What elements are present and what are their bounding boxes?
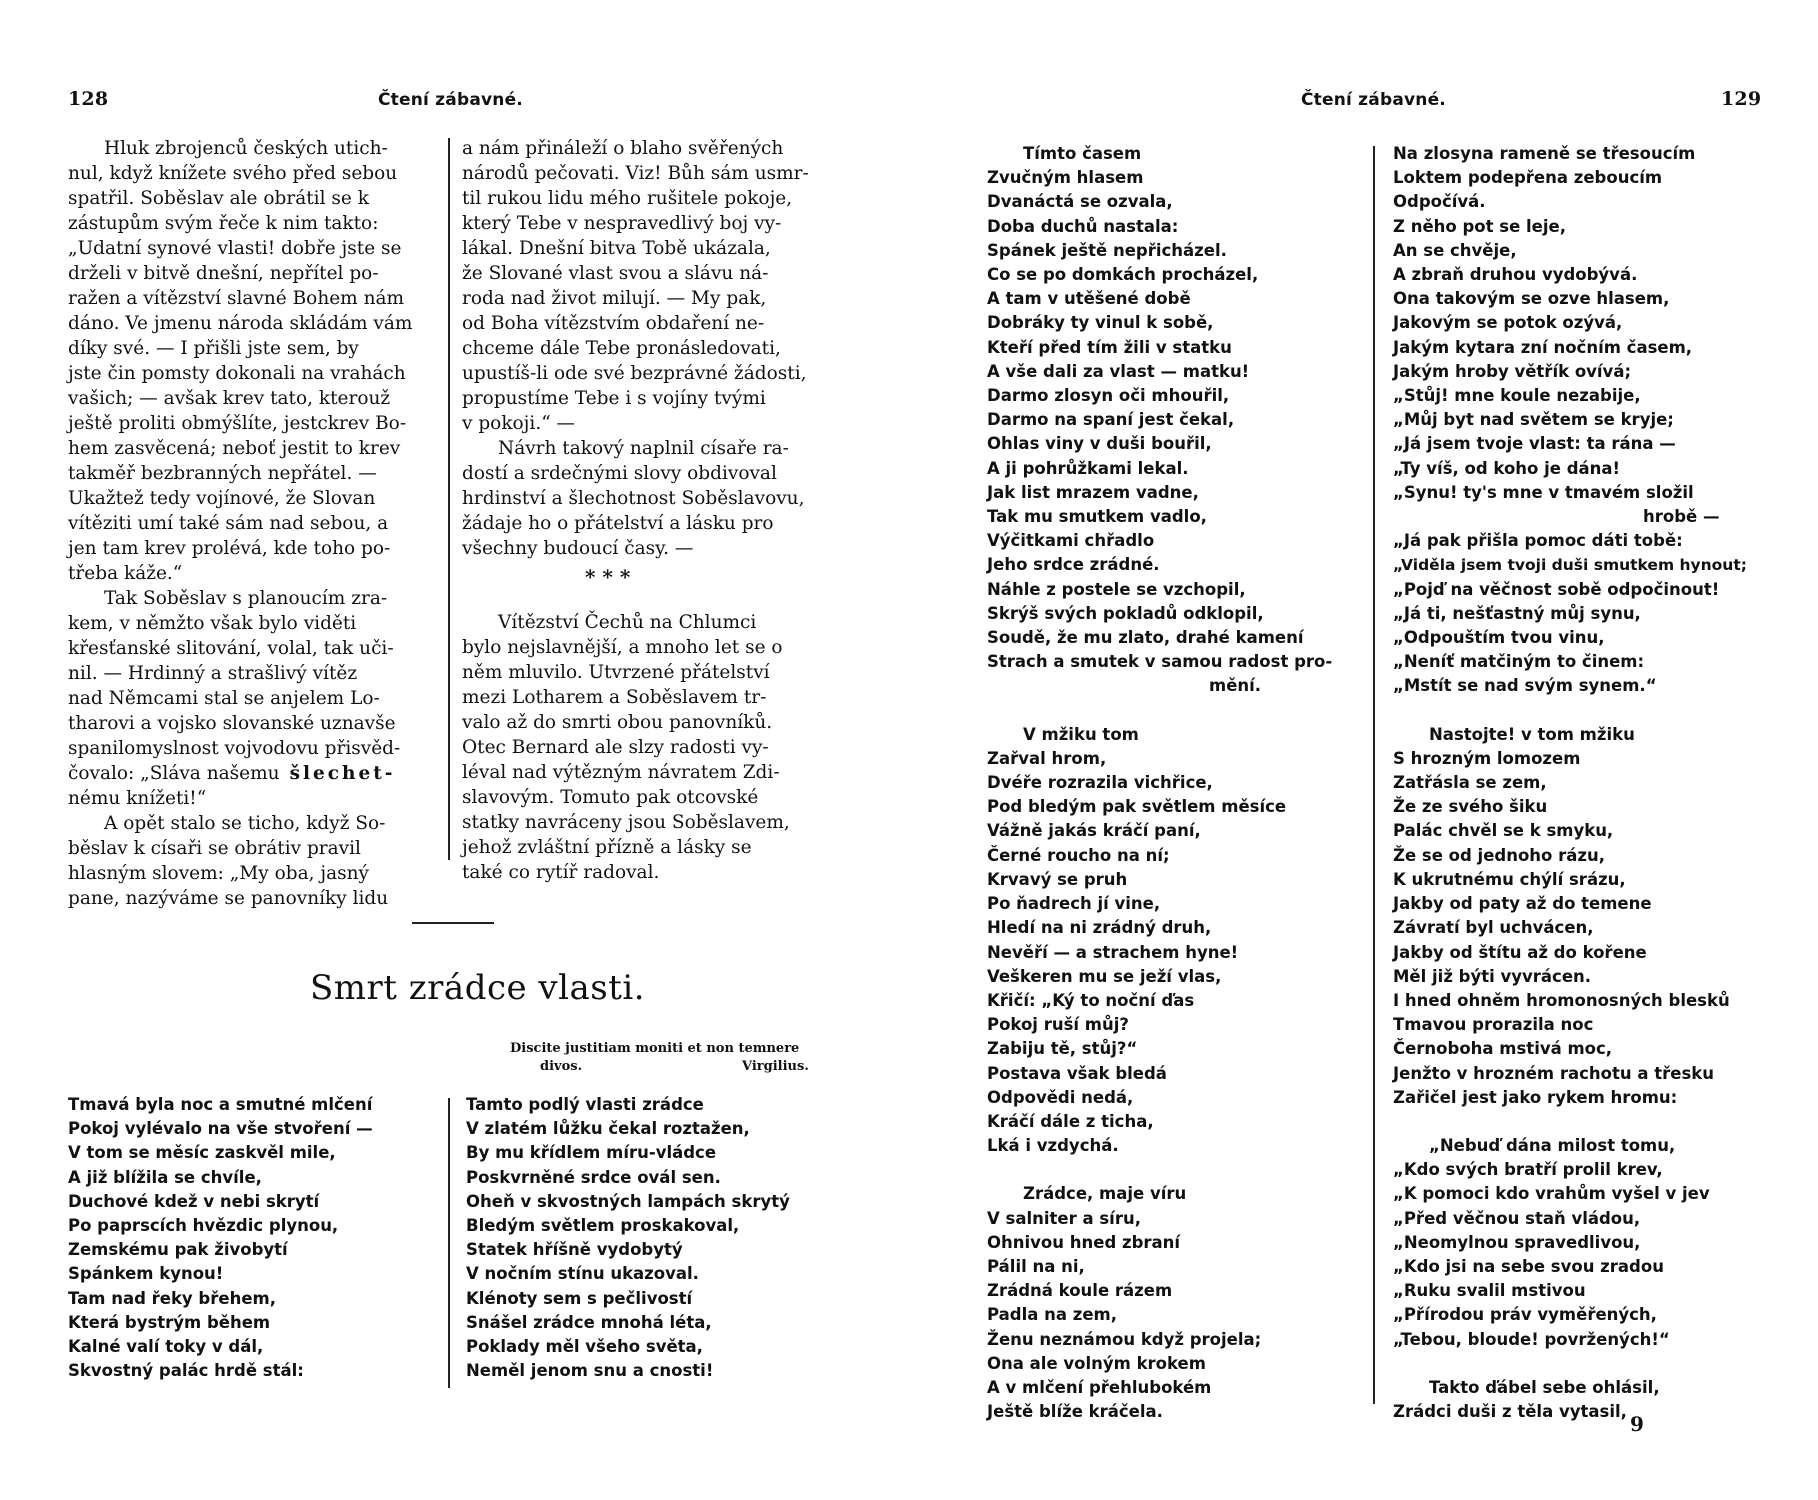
- text-line: drželi v bitvě dnešní, nepřítel po-: [68, 263, 379, 284]
- text-fragment: čovalo: „Sláva našemu: [68, 763, 280, 784]
- text-line: „Před věčnou staň vládou,: [1393, 1208, 1641, 1228]
- stanza-gap: [1393, 699, 1793, 723]
- text-line: lákal. Dnešní bitva Tobě ukázala,: [462, 238, 771, 259]
- page-number-right: 129: [1721, 88, 1762, 110]
- running-title-left: Čtení zábavné.: [378, 90, 523, 110]
- text-line: Dvéře rozrazila vichřice,: [987, 773, 1213, 793]
- text-line: „Odpouštím tvou vinu,: [1393, 628, 1605, 648]
- text-line: Pokoj vylévalo na vše stvoření —: [68, 1119, 373, 1139]
- text-line: Pokoj ruší můj?: [987, 1015, 1129, 1035]
- text-line: „Ruku svalil mstivou: [1393, 1281, 1586, 1301]
- text-line: jste čin pomsty dokonali na vrahách: [68, 363, 406, 384]
- column-divider: [448, 138, 450, 860]
- text-line: Nevěří — a strachem hyne!: [987, 942, 1239, 962]
- text-line: „Mstít se nad svým synem.“: [1393, 676, 1657, 696]
- text-line: Spánkem kynou!: [68, 1264, 224, 1284]
- text-line: S hrozným lomozem: [1393, 748, 1581, 768]
- section-stars: * * *: [585, 565, 631, 589]
- text-line: bylo nejslavnější, a mnoho let se o: [462, 637, 783, 658]
- text-line: „Neomylnou spravedlivou,: [1393, 1232, 1641, 1252]
- text-line: žádaje ho o přátelství a lásku pro: [462, 513, 774, 534]
- text-line: Co se po domkách procházel,: [987, 265, 1259, 285]
- text-line: Soudě, že mu zlato, drahé kamení: [987, 628, 1304, 648]
- text-line: A zbraň druhou vydobývá.: [1393, 265, 1638, 285]
- text-line: „Neníť matčiným to činem:: [1393, 652, 1645, 672]
- text-line: že Slované vlast svou a slávu ná-: [462, 263, 769, 284]
- text-line: Oheň v skvostných lampách skrytý: [466, 1191, 790, 1211]
- text-line: takměř bezbranných nepřátel. —: [68, 463, 377, 484]
- text-line: Postava však bledá: [987, 1063, 1167, 1083]
- text-line: Poskvrněné srdce ovál sen.: [466, 1167, 721, 1187]
- text-line: spanilomyslnost vojvodovu přisvěd-: [68, 738, 401, 759]
- prose-column-2: [462, 136, 834, 561]
- text-line: Náhle z postele se vzchopil,: [987, 579, 1246, 599]
- text-line: Ona takovým se ozve hlasem,: [1393, 289, 1670, 309]
- text-line: „Já ti, nešťastný můj synu,: [1393, 603, 1641, 623]
- text-line: K ukrutnému chýlí srázu,: [1393, 869, 1626, 889]
- right-column-divider: [1373, 146, 1375, 1404]
- text-line: Jak list mrazem vadne,: [987, 482, 1199, 502]
- text-line: Nastojte! v tom mžiku: [1429, 724, 1635, 744]
- text-line: Hluk zbrojenců českých utich-: [104, 138, 388, 159]
- text-line: národů pečovati. Viz! Bůh sám usmr-: [462, 163, 809, 184]
- text-line: Spánek ještě nepřicházel.: [987, 240, 1227, 260]
- text-line: „Udatní synové vlasti! dobře jste se: [68, 238, 402, 259]
- text-line: nad Němcami stal se anjelem Lo-: [68, 688, 380, 709]
- text-line: jen tam krev prolévá, kde toho po-: [68, 538, 391, 559]
- text-line: kem, v němžto však bylo viděti: [68, 613, 357, 634]
- text-line: jehož zvláštní přízně a lásky se: [462, 837, 752, 858]
- right-page: [909, 0, 1818, 1500]
- text-line: Tamto podlý vlasti zrádce: [466, 1095, 704, 1114]
- poem-column-2: [466, 1093, 836, 1383]
- text-line: „Stůj! mne koule nezabije,: [1393, 386, 1641, 406]
- text-line: Že se od jednoho rázu,: [1393, 845, 1606, 865]
- text-line: Poklady měl všeho světa,: [466, 1337, 703, 1357]
- text-line: Vítězství Čechů na Chlumci: [498, 612, 757, 633]
- text-line: „Přírodou práv vyměřených,: [1393, 1305, 1657, 1325]
- text-line: „Kdo jsi na sebe svou zradou: [1393, 1256, 1664, 1276]
- text-line: Po ňadrech jí vine,: [987, 894, 1161, 914]
- text-line: všechny budoucí časy. —: [462, 538, 694, 559]
- text-line: Zařičel jest jako rykem hromu:: [1393, 1087, 1678, 1107]
- text-line: Doba duchů nastala:: [987, 216, 1179, 236]
- text-line: chceme dále Tebe pronásledovati,: [462, 338, 781, 359]
- text-line: Klénoty sem s pečlivostí: [466, 1288, 693, 1308]
- poem-right-column-2: [1393, 142, 1793, 1424]
- text-line: Ona ale volným krokem: [987, 1353, 1206, 1373]
- text-line: Křičí: „Ký to noční ďas: [987, 990, 1195, 1010]
- text-line: Ještě blíže kráčela.: [987, 1402, 1163, 1422]
- text-line: mění.: [1209, 676, 1262, 696]
- prose-column-1: [68, 136, 438, 911]
- text-line: Lká i vzdychá.: [987, 1136, 1119, 1156]
- text-line: Palác chvěl se k smyku,: [1393, 821, 1614, 841]
- text-line: vítěziti umí také sám nad sebou, a: [68, 513, 389, 534]
- text-line: Darmo zlosyn oči mhouřil,: [987, 386, 1230, 406]
- text-line: Z něho pot se leje,: [1393, 216, 1566, 236]
- text-line: A v mlčení přehlubokém: [987, 1377, 1212, 1397]
- text-line: pane, nazýváme se panovníky lidu: [68, 888, 389, 909]
- text-line: „Ty víš, od koho je dána!: [1393, 458, 1621, 478]
- text-line: nému knížeti!“: [68, 788, 207, 809]
- text-line: dáno. Ve jmenu národa skládám vám: [68, 313, 413, 334]
- text-line: Darmo na spaní jest čekal,: [987, 410, 1235, 430]
- text-line: Jeho srdce zrádné.: [987, 555, 1160, 575]
- text-line: v pokoji.“ —: [462, 413, 576, 434]
- text-line: od Boha vítězstvím obdaření ne-: [462, 313, 765, 334]
- text-line: hlasným slovem: „My oba, jasný: [68, 863, 370, 884]
- text-line: „Kdo svých bratří prolil krev,: [1393, 1160, 1663, 1180]
- text-line: hrobě —: [1643, 507, 1720, 527]
- text-line: „Viděla jsem tvoji duši smutkem hynout;: [1393, 556, 1747, 575]
- text-line: Odpočívá.: [1393, 192, 1486, 212]
- text-line: Tak Soběslav s planoucím zra-: [104, 588, 388, 609]
- text-line: „Já pak přišla pomoc dáti tobě:: [1393, 531, 1683, 551]
- text-line: Neměl jenom snu a cnosti!: [466, 1361, 714, 1381]
- text-line: Ženu neznámou když projela;: [987, 1329, 1262, 1349]
- text-line: V nočním stínu ukazoval.: [466, 1264, 699, 1284]
- poem-right-column-1: [987, 142, 1357, 1424]
- spaced-word: šlechet-: [289, 763, 396, 784]
- running-title-right: Čtení zábavné.: [1301, 90, 1446, 110]
- text-line: Výčitkami chřadlo: [987, 531, 1155, 551]
- text-line: A vše dali za vlast — matku!: [987, 361, 1250, 381]
- text-line: běslav k císaři se obrátiv pravil: [68, 838, 361, 859]
- text-line: By mu křídlem míru-vládce: [466, 1143, 717, 1163]
- text-line: Odpovědi nedá,: [987, 1087, 1134, 1107]
- text-line: který Tebe v nespravedlivý boj vy-: [462, 213, 782, 234]
- text-line: Pod bledým pak světlem měsíce: [987, 797, 1287, 817]
- text-line: Po paprscích hvězdic plynou,: [68, 1216, 339, 1236]
- text-line: „Synu! ty's mne v tmavém složil: [1393, 482, 1694, 502]
- text-line: Pálil na ni,: [987, 1256, 1085, 1276]
- text-line: zástupům svým řeče k nim takto:: [68, 213, 379, 234]
- text-line: ražen a vítězství slavné Bohem nám: [68, 288, 405, 309]
- text-line: vašich; — avšak krev tato, kterouž: [68, 388, 391, 409]
- text-line: „Můj byt nad světem se kryje;: [1393, 410, 1674, 430]
- text-line: „Pojď na věčnost sobě odpočinout!: [1393, 579, 1720, 599]
- text-line: hem zasvěcená; neboť jestit to krev: [68, 438, 401, 459]
- text-line: I hned ohněm hromonosných blesků: [1393, 990, 1730, 1010]
- text-line: Zrádci duši z těla vytasil,: [1393, 1401, 1627, 1421]
- motto-author: Virgilius.: [742, 1059, 809, 1074]
- stanza-gap: [987, 699, 1357, 723]
- text-line: Jenžto v hrozném rachotu a třesku: [1393, 1063, 1714, 1083]
- text-line: V mžiku tom: [1023, 724, 1139, 744]
- motto-line-1: Discite justitiam moniti et non temnere: [510, 1041, 800, 1056]
- text-line: nil. — Hrdinný a strašlivý vítěz: [68, 663, 358, 684]
- text-line: Závratí byl uchvácen,: [1393, 918, 1594, 938]
- text-line: Bledým světlem proskakoval,: [466, 1216, 740, 1236]
- text-line: Zatřásla se zem,: [1393, 773, 1547, 793]
- text-line: roda nad život milují. — My pak,: [462, 288, 767, 309]
- text-line: Ohlas viny v duši bouřil,: [987, 434, 1212, 454]
- text-line: Tam nad řeky břehem,: [68, 1288, 276, 1308]
- text-line: Loktem podepřena zeboucím: [1393, 168, 1663, 188]
- text-line: Takto ďábel sebe ohlásil,: [1429, 1377, 1660, 1397]
- text-line: léval nad výtězným návratem Zdi-: [462, 762, 780, 783]
- title-rule: [412, 922, 494, 924]
- text-line: Zabiju tě, stůj?“: [987, 1039, 1138, 1059]
- text-line: Zvučným hlasem: [987, 168, 1144, 188]
- text-line: a nám přináleží o blaho svěřených: [462, 138, 784, 159]
- text-line: Duchové kdež v nebi skrytí: [68, 1191, 320, 1211]
- text-line: křesťanské slitování, volal, tak uči-: [68, 638, 394, 659]
- text-line: Tak mu smutkem vadlo,: [987, 507, 1207, 527]
- text-line: upustíš-li ode své bezprávné žádosti,: [462, 363, 807, 384]
- text-line: V salniter a síru,: [987, 1208, 1141, 1228]
- text-line: Dvanáctá se ozvala,: [987, 192, 1173, 212]
- poem-title: Smrt zrádce vlasti.: [310, 968, 646, 1008]
- text-line: Hledí na ni zrádný druh,: [987, 918, 1212, 938]
- text-line: „Tebou, bloude! povržených!“: [1393, 1329, 1670, 1349]
- text-line: Krvavý se pruh: [987, 869, 1128, 889]
- text-line: propustíme Tebe i s vojíny tvými: [462, 388, 766, 409]
- text-line: Ukažtež tedy vojínové, že Slovan: [68, 488, 376, 509]
- text-line: nul, když knížete svého před sebou: [68, 163, 398, 184]
- text-line: Statek hříšně vydobytý: [466, 1240, 683, 1260]
- text-line: Veškeren mu se ježí vlas,: [987, 966, 1222, 986]
- text-line: Dobráky ty vinul k sobě,: [987, 313, 1214, 333]
- text-line: Skvostný palác hrdě stál:: [68, 1361, 304, 1381]
- motto-line-2a: divos.: [540, 1059, 583, 1074]
- text-line: Zrádná koule rázem: [987, 1281, 1173, 1301]
- text-line: Která bystrým během: [68, 1312, 271, 1332]
- text-line: Skrýš svých pokladů odklopil,: [987, 603, 1264, 623]
- text-line: statky navráceny jsou Soběslavem,: [462, 812, 790, 833]
- text-line: Měl již býti vyvrácen.: [1393, 966, 1592, 986]
- text-line: Černé roucho na ní;: [987, 845, 1170, 865]
- text-line: valo až do smrti obou panovníků.: [462, 712, 773, 733]
- text-line: Návrh takový naplnil císaře ra-: [498, 438, 789, 459]
- text-line: A opět stalo se ticho, když So-: [104, 813, 386, 834]
- text-line: Zařval hrom,: [987, 748, 1107, 768]
- text-line: Na zlosyna rameně se třesoucím: [1393, 144, 1696, 163]
- text-line: til rukou lidu mého rušitele pokoje,: [462, 188, 793, 209]
- text-line: Zemskému pak živobytí: [68, 1240, 288, 1260]
- text-line: Vážně jakás kráčí paní,: [987, 821, 1201, 841]
- text-line: hrdinství a šlechotnost Soběslavovu,: [462, 488, 805, 509]
- text-line: Strach a smutek v samou radost pro-: [987, 652, 1333, 672]
- text-line: „K pomoci kdo vrahům vyšel v jev: [1393, 1184, 1710, 1204]
- signature-mark: 9: [1630, 1412, 1644, 1436]
- text-line: A tam v utěšené době: [987, 289, 1191, 309]
- text-line: Černoboha mstivá moc,: [1393, 1039, 1613, 1059]
- text-line: Tímto časem: [1023, 144, 1142, 163]
- text-line: díky své. — I přišli jste sem, by: [68, 338, 359, 359]
- text-line: tharovi a vojsko slovanské uznavše: [68, 713, 396, 734]
- text-line: Kráčí dále z ticha,: [987, 1111, 1154, 1131]
- text-line: Ohnivou hned zbraní: [987, 1232, 1181, 1252]
- text-line: Tmavou prorazila noc: [1393, 1015, 1594, 1035]
- text-line: Tmavá byla noc a smutné mlčení: [68, 1095, 373, 1114]
- text-line: ještě proliti obmýšlíte, jestckrev Bo-: [68, 413, 407, 434]
- text-line: An se chvěje,: [1393, 240, 1517, 260]
- text-line: A již blížila se chvíle,: [68, 1167, 262, 1187]
- poem-divider: [448, 1098, 450, 1388]
- text-line: Jakým hroby větřík ovívá;: [1393, 361, 1632, 381]
- text-line: Kalné valí toky v dál,: [68, 1337, 264, 1357]
- text-line: V tom se měsíc zaskvěl mile,: [68, 1143, 336, 1163]
- text-line: A ji pohrůžkami lekal.: [987, 458, 1189, 478]
- text-line: slavovým. Tomuto pak otcovské: [462, 787, 759, 808]
- text-line: „Nebuď dána milost tomu,: [1429, 1135, 1676, 1155]
- text-line: Padla na zem,: [987, 1305, 1118, 1325]
- text-line: třeba káže.“: [68, 563, 183, 584]
- text-line: mezi Lotharem a Soběslavem tr-: [462, 687, 767, 708]
- stanza-gap: [1393, 1352, 1793, 1376]
- text-line: něm mluvilo. Utvrzené přátelství: [462, 662, 770, 683]
- text-line: Jakým kytara zní nočním časem,: [1393, 337, 1693, 357]
- text-line: Jakby od štítu až do kořene: [1393, 942, 1647, 962]
- poem-column-1: [68, 1093, 438, 1383]
- text-line: Že ze svého šiku: [1393, 797, 1548, 817]
- text-line: Jakby od paty až do temene: [1393, 894, 1652, 914]
- text-line: dostí a srdečnými slovy obdivoval: [462, 463, 777, 484]
- text-line: Jakovým se potok ozývá,: [1393, 313, 1623, 333]
- text-line: spatřil. Soběslav ale obrátil se k: [68, 188, 369, 209]
- page-number-left: 128: [68, 88, 109, 110]
- text-line: [68, 761, 438, 786]
- text-line: Snášel zrádce mnohá léta,: [466, 1312, 712, 1332]
- stanza-gap: [987, 1158, 1357, 1182]
- text-line: Otec Bernard ale slzy radosti vy-: [462, 737, 769, 758]
- text-line: Kteří před tím žili v statku: [987, 337, 1232, 357]
- text-line: „Já jsem tvoje vlast: ta rána —: [1393, 434, 1676, 454]
- text-line: V zlatém lůžku čekal roztažen,: [466, 1119, 750, 1139]
- stanza-gap: [1393, 1110, 1793, 1134]
- prose-column-2-after: [462, 610, 834, 885]
- text-line: také co rytíř radoval.: [462, 862, 660, 883]
- text-line: Zrádce, maje víru: [1023, 1184, 1187, 1204]
